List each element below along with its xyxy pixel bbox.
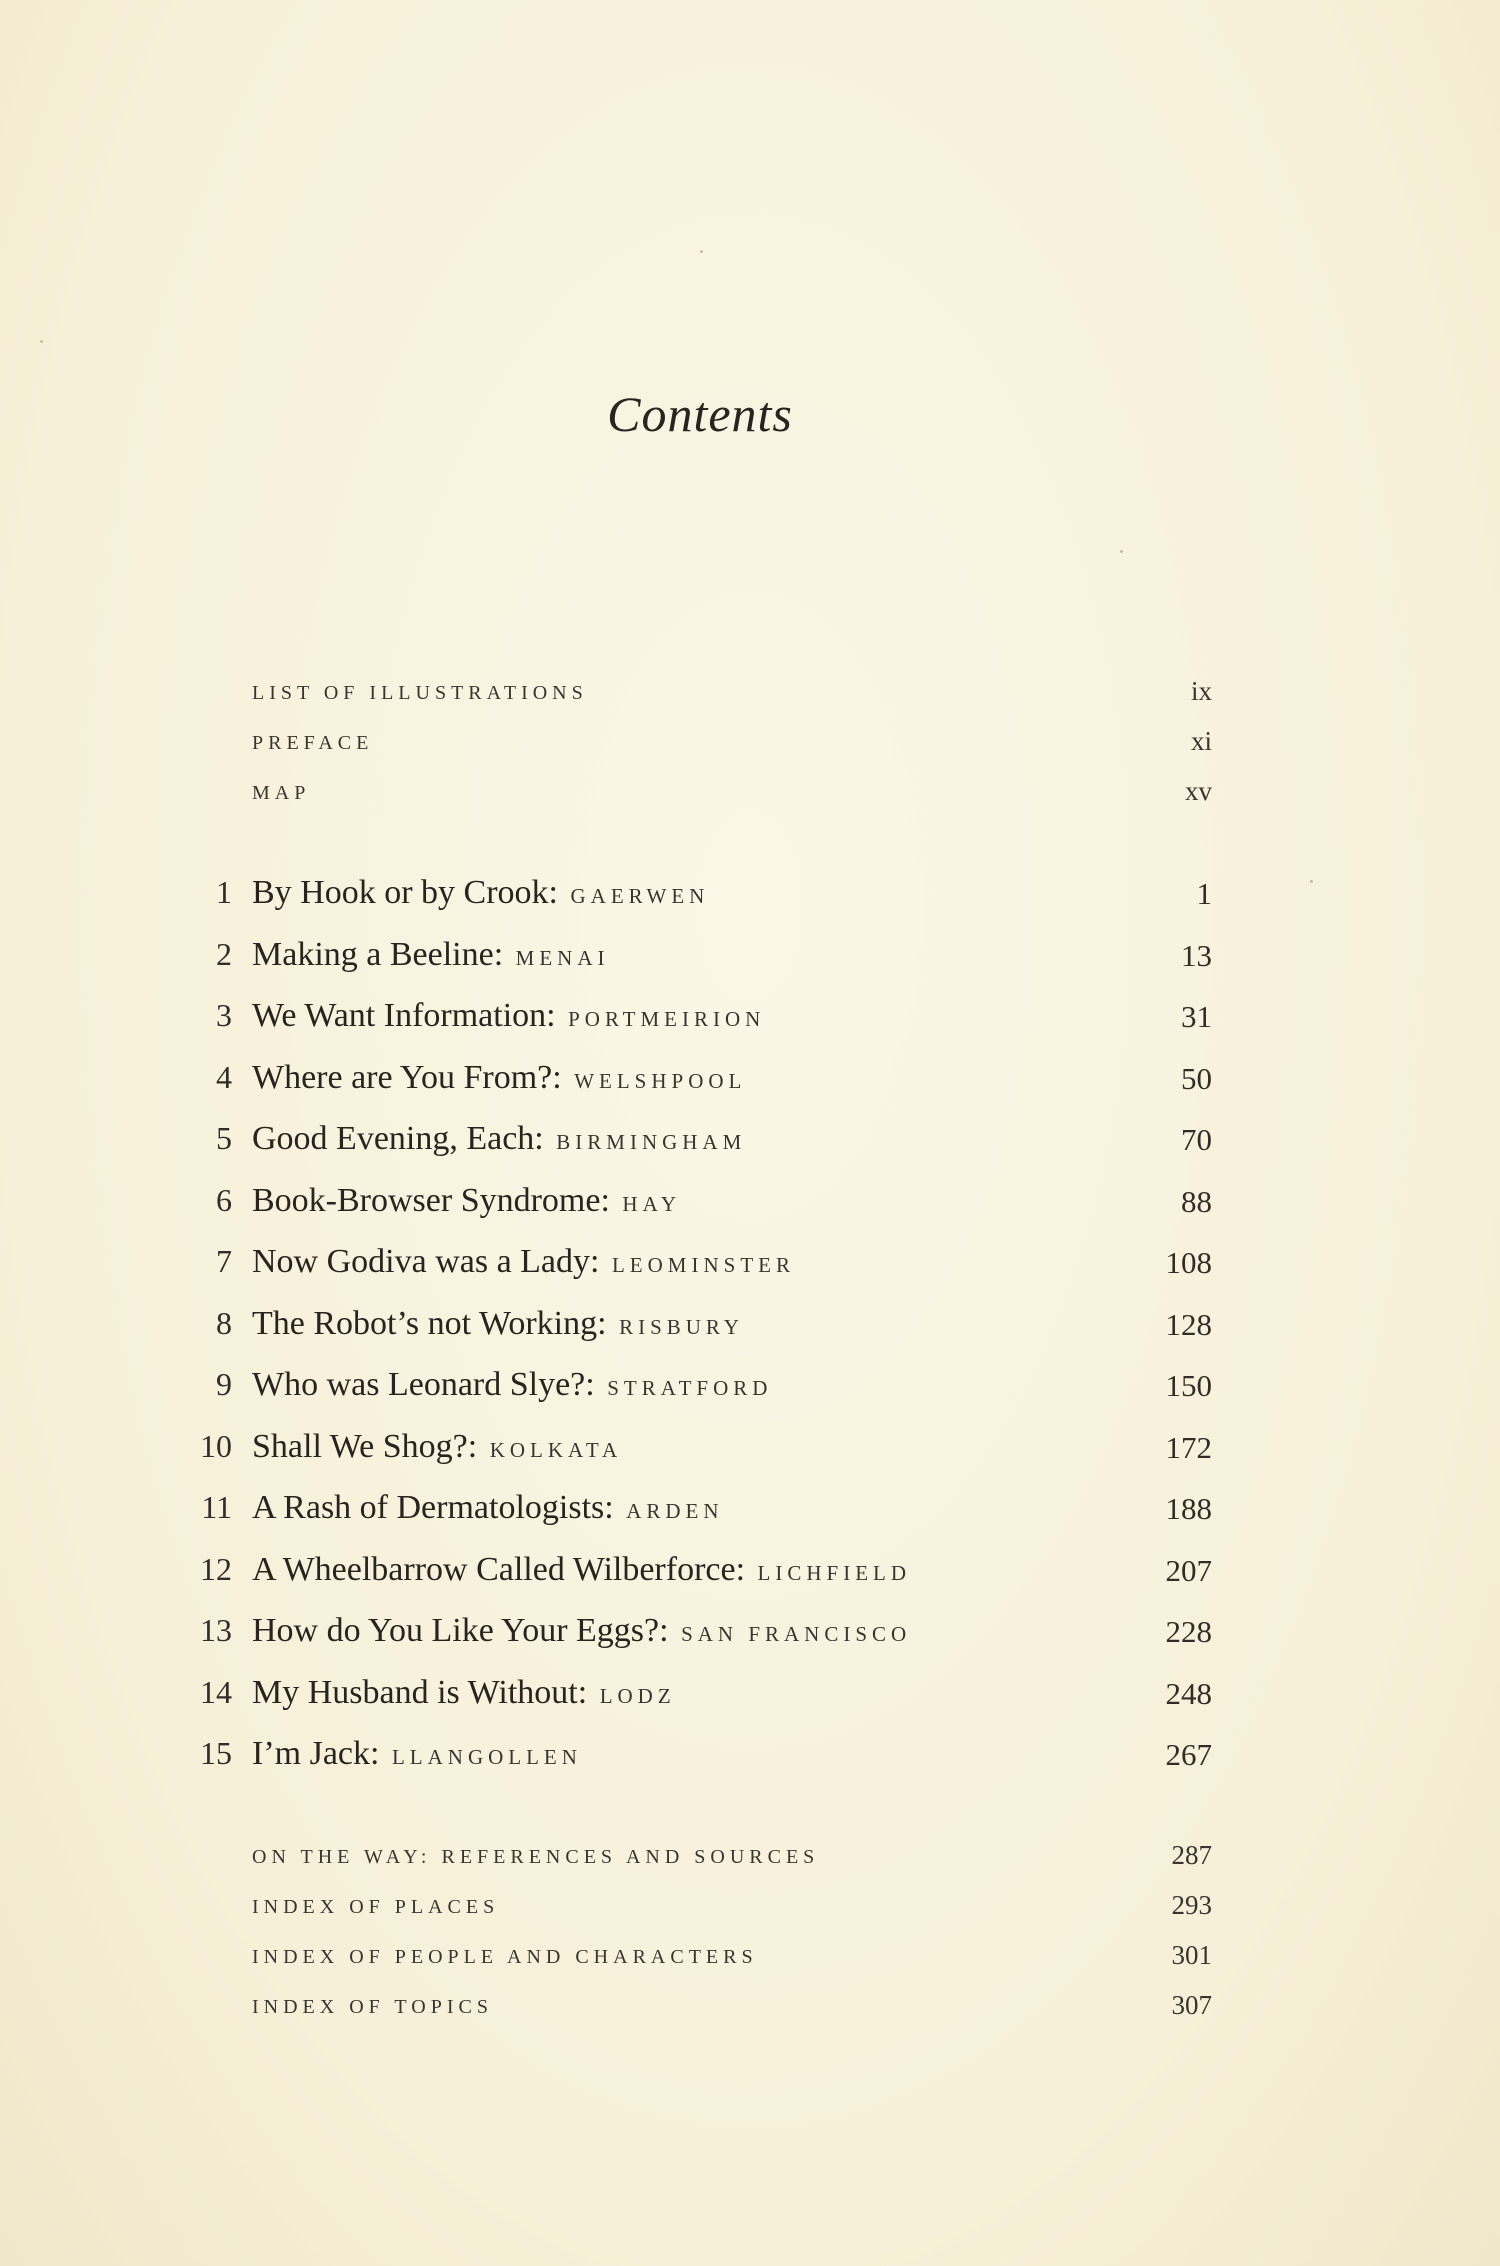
front-matter-item[interactable]	[252, 676, 1212, 732]
front-matter-list	[252, 676, 1212, 832]
chapter-entry[interactable]	[190, 1612, 1212, 1674]
chapter-title: My Husband is Without:	[252, 1673, 588, 1711]
chapter-number: 4	[216, 1058, 232, 1095]
page-title: Contents	[607, 386, 793, 442]
chapter-number: 13	[200, 1612, 232, 1648]
back-matter-label: INDEX OF PLACES	[252, 1896, 500, 1918]
chapter-title-wrap	[252, 874, 709, 912]
chapter-list	[190, 874, 1212, 1797]
chapter-entry[interactable]	[190, 1182, 1212, 1244]
chapter-entry[interactable]	[190, 1674, 1212, 1736]
chapter-number: 6	[216, 1181, 232, 1218]
chapter-entry[interactable]	[190, 1551, 1212, 1613]
back-matter-page: 287	[1171, 1840, 1212, 1870]
front-matter-label: LIST OF ILLUSTRATIONS	[252, 682, 588, 704]
chapter-title: A Rash of Dermatologists:	[252, 1489, 614, 1526]
front-matter-label: PREFACE	[252, 732, 374, 754]
chapter-entry[interactable]	[190, 1735, 1212, 1797]
chapter-place: PORTMEIRION	[568, 1007, 766, 1031]
chapter-page: 128	[1165, 1306, 1212, 1342]
chapter-number: 8	[216, 1304, 232, 1341]
chapter-entry[interactable]	[190, 1120, 1212, 1182]
chapter-entry[interactable]	[190, 1428, 1212, 1490]
back-matter-page: 307	[1171, 1990, 1212, 2020]
chapter-title: Making a Beeline:	[252, 935, 504, 973]
chapter-entry[interactable]	[190, 1305, 1212, 1367]
chapter-page: 50	[1181, 1060, 1212, 1096]
chapter-number: 9	[216, 1366, 232, 1402]
chapter-number: 3	[216, 997, 232, 1033]
chapter-title-wrap	[252, 936, 609, 974]
chapter-number: 12	[200, 1550, 232, 1587]
chapter-title-wrap	[252, 1551, 911, 1589]
chapter-place: STRATFORD	[607, 1376, 773, 1400]
chapter-place: LODZ	[599, 1683, 676, 1708]
chapter-number: 11	[201, 1489, 232, 1525]
chapter-entry[interactable]	[190, 874, 1212, 936]
chapter-place: MENAI	[515, 945, 610, 970]
chapter-page: 267	[1165, 1737, 1212, 1772]
chapter-page: 248	[1165, 1675, 1212, 1711]
chapter-page: 188	[1165, 1491, 1212, 1526]
paper-speck	[1120, 550, 1123, 553]
chapter-place: KOLKATA	[489, 1437, 623, 1462]
chapter-page: 228	[1165, 1614, 1212, 1649]
chapter-title: The Robot’s not Working:	[252, 1304, 607, 1342]
chapter-page: 207	[1165, 1552, 1212, 1588]
chapter-place: GAERWEN	[570, 884, 710, 908]
chapter-page: 13	[1181, 937, 1212, 973]
chapter-entry[interactable]	[190, 1059, 1212, 1121]
front-matter-page: xv	[1185, 776, 1212, 806]
chapter-entry[interactable]	[190, 1243, 1212, 1305]
chapter-page: 31	[1181, 999, 1212, 1034]
back-matter-item[interactable]	[252, 1890, 1212, 1946]
back-matter-item[interactable]	[252, 1840, 1212, 1896]
chapter-title-wrap	[252, 1366, 772, 1404]
chapter-entry[interactable]	[190, 936, 1212, 998]
chapter-title-wrap	[252, 1120, 746, 1158]
chapter-page: 1	[1196, 876, 1212, 911]
chapter-number: 15	[200, 1735, 232, 1771]
chapter-entry[interactable]	[190, 1366, 1212, 1428]
chapter-page: 108	[1165, 1245, 1212, 1280]
chapter-title: A Wheelbarrow Called Wilberforce:	[252, 1550, 746, 1588]
back-matter-page: 301	[1171, 1940, 1212, 1970]
chapter-title: By Hook or by Crook:	[252, 874, 558, 911]
chapter-entry[interactable]	[190, 997, 1212, 1059]
chapter-place: LLANGOLLEN	[391, 1745, 582, 1769]
chapter-number: 5	[216, 1120, 232, 1156]
chapter-title-wrap	[252, 1243, 795, 1281]
chapter-title-wrap	[252, 1735, 582, 1773]
back-matter-page: 293	[1171, 1890, 1212, 1920]
chapter-title: Shall We Shog?:	[252, 1427, 478, 1465]
back-matter-list	[252, 1840, 1212, 2046]
front-matter-item[interactable]	[252, 776, 1212, 832]
front-matter-page: ix	[1190, 676, 1212, 706]
chapter-title-wrap	[252, 1612, 911, 1650]
chapter-title-wrap	[252, 1674, 676, 1712]
chapter-place: LICHFIELD	[757, 1560, 912, 1585]
chapter-entry[interactable]	[190, 1489, 1212, 1551]
chapter-page: 88	[1181, 1183, 1212, 1219]
back-matter-label: INDEX OF TOPICS	[252, 1996, 493, 2018]
chapter-title-wrap	[252, 1059, 746, 1097]
chapter-place: RISBURY	[619, 1314, 744, 1339]
chapter-place: LEOMINSTER	[611, 1253, 795, 1277]
back-matter-item[interactable]	[252, 1940, 1212, 1996]
chapter-title: Who was Leonard Slye?:	[252, 1366, 595, 1403]
chapter-title-wrap	[252, 997, 765, 1035]
chapter-number: 14	[200, 1673, 232, 1710]
chapter-title-wrap	[252, 1182, 681, 1220]
back-matter-label: INDEX OF PEOPLE AND CHARACTERS	[252, 1946, 758, 1968]
front-matter-label: MAP	[252, 782, 311, 804]
front-matter-item[interactable]	[252, 726, 1212, 782]
back-matter-label: ON THE WAY: REFERENCES AND SOURCES	[252, 1846, 820, 1868]
chapter-title: Book-Browser Syndrome:	[252, 1181, 610, 1219]
chapter-title: I’m Jack:	[252, 1735, 380, 1772]
chapter-page: 172	[1165, 1429, 1212, 1465]
front-matter-page: xi	[1190, 726, 1212, 756]
chapter-title-wrap	[252, 1428, 622, 1466]
chapter-number: 7	[216, 1243, 232, 1279]
paper-speck	[700, 250, 703, 253]
chapter-title: Good Evening, Each:	[252, 1120, 544, 1157]
chapter-place: SAN FRANCISCO	[681, 1622, 912, 1646]
chapter-place: BIRMINGHAM	[556, 1130, 747, 1154]
chapter-number: 2	[216, 935, 232, 972]
chapter-title: Now Godiva was a Lady:	[252, 1243, 600, 1280]
chapter-page: 70	[1181, 1122, 1212, 1157]
chapter-title: Where are You From?:	[252, 1058, 562, 1096]
chapter-place: ARDEN	[626, 1499, 724, 1523]
chapter-place: HAY	[622, 1191, 681, 1216]
chapter-page: 150	[1165, 1368, 1212, 1403]
chapter-number: 10	[200, 1427, 232, 1464]
chapter-title: We Want Information:	[252, 997, 556, 1034]
back-matter-item[interactable]	[252, 1990, 1212, 2046]
chapter-title-wrap	[252, 1305, 744, 1343]
paper-speck	[1310, 880, 1313, 883]
chapter-title-wrap	[252, 1489, 724, 1527]
paper-speck	[40, 340, 43, 343]
chapter-title: How do You Like Your Eggs?:	[252, 1612, 669, 1649]
chapter-number: 1	[216, 874, 232, 910]
chapter-place: WELSHPOOL	[574, 1068, 747, 1093]
